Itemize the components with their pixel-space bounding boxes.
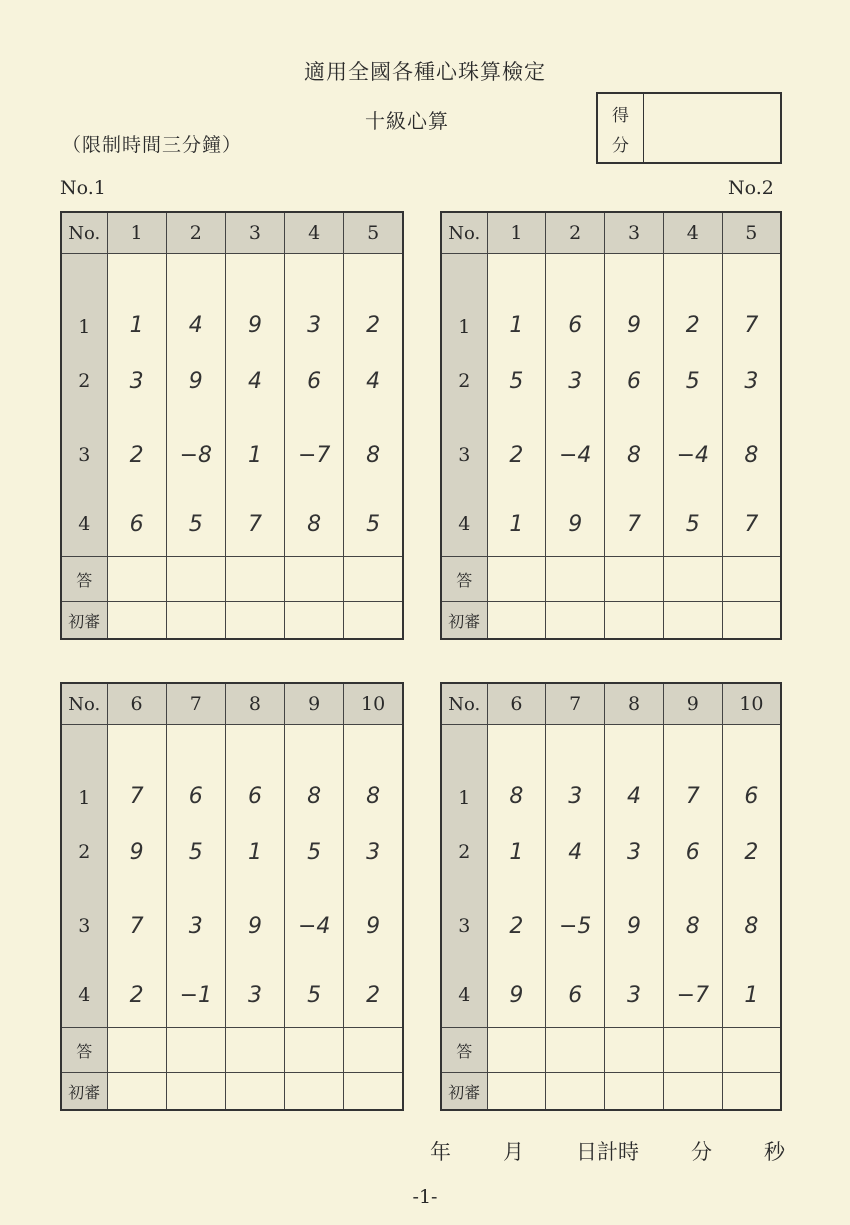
column-number: 10 xyxy=(722,683,781,725)
problem-digit: 6 xyxy=(166,725,225,816)
table-row xyxy=(61,889,403,963)
table-row xyxy=(441,815,781,889)
problem-digit: 8 xyxy=(487,725,546,816)
check-cell[interactable] xyxy=(546,602,605,640)
answer-cell[interactable] xyxy=(166,1028,225,1073)
problem-digit: 5 xyxy=(663,492,722,557)
problem-digit: 3 xyxy=(722,344,781,418)
problem-digit: 5 xyxy=(166,492,225,557)
problem-digit: 3 xyxy=(605,815,664,889)
problem-digit: 4 xyxy=(166,254,225,345)
page-subtitle: 十級心算 xyxy=(365,109,449,133)
column-number: 4 xyxy=(285,212,344,254)
header-row xyxy=(61,683,403,725)
row-number: 2 xyxy=(441,815,487,889)
answer-cell[interactable] xyxy=(663,557,722,602)
answer-cell[interactable] xyxy=(605,557,664,602)
problem-digit: 2 xyxy=(344,254,403,345)
problem-digit: 7 xyxy=(722,254,781,345)
problem-digit: 7 xyxy=(605,492,664,557)
row-number: 1 xyxy=(61,254,107,345)
row-number: 1 xyxy=(441,725,487,816)
table-row xyxy=(61,344,403,418)
problem-digit: 9 xyxy=(344,889,403,963)
check-cell[interactable] xyxy=(722,1073,781,1111)
problem-digit: 3 xyxy=(546,344,605,418)
column-number: 6 xyxy=(107,683,166,725)
answer-cell[interactable] xyxy=(605,1028,664,1073)
problem-table xyxy=(60,682,404,1111)
check-label: 初審 xyxy=(441,1073,487,1111)
answer-cell[interactable] xyxy=(663,1028,722,1073)
table-row xyxy=(441,492,781,557)
set-label-no1: No.1 xyxy=(60,177,106,199)
problem-digit: −1 xyxy=(166,963,225,1028)
problem-digit: 1 xyxy=(487,815,546,889)
check-row xyxy=(441,1073,781,1111)
problem-digit: 9 xyxy=(605,254,664,345)
table-row xyxy=(441,725,781,816)
problem-digit: 9 xyxy=(225,254,284,345)
problem-digit: 8 xyxy=(722,418,781,492)
problem-digit: 2 xyxy=(663,254,722,345)
row-number: 4 xyxy=(441,963,487,1028)
table-row xyxy=(441,254,781,345)
column-number: 7 xyxy=(166,683,225,725)
answer-row xyxy=(61,1028,403,1073)
check-cell[interactable] xyxy=(285,602,344,640)
check-label: 初審 xyxy=(61,602,107,640)
set-label-no2: No.2 xyxy=(728,177,774,199)
check-label: 初審 xyxy=(441,602,487,640)
check-cell[interactable] xyxy=(344,1073,403,1111)
column-number: 6 xyxy=(487,683,546,725)
check-cell[interactable] xyxy=(285,1073,344,1111)
problem-digit: 8 xyxy=(722,889,781,963)
column-number: 8 xyxy=(605,683,664,725)
answer-cell[interactable] xyxy=(344,557,403,602)
answer-cell[interactable] xyxy=(225,557,284,602)
answer-label: 答 xyxy=(61,1028,107,1073)
problem-digit: 6 xyxy=(663,815,722,889)
page-number: -1- xyxy=(412,1186,438,1208)
column-number: 9 xyxy=(663,683,722,725)
problem-digit: 7 xyxy=(722,492,781,557)
no-header-cell: No. xyxy=(61,212,107,254)
column-number: 1 xyxy=(487,212,546,254)
column-number: 5 xyxy=(344,212,403,254)
check-cell[interactable] xyxy=(663,602,722,640)
header-row xyxy=(61,212,403,254)
column-number: 2 xyxy=(166,212,225,254)
column-number: 7 xyxy=(546,683,605,725)
table-row xyxy=(61,725,403,816)
problem-digit: 4 xyxy=(344,344,403,418)
row-number: 3 xyxy=(61,889,107,963)
problem-digit: 3 xyxy=(344,815,403,889)
answer-row xyxy=(61,557,403,602)
problem-digit: 2 xyxy=(344,963,403,1028)
check-cell[interactable] xyxy=(166,602,225,640)
check-cell[interactable] xyxy=(663,1073,722,1111)
check-row xyxy=(61,1073,403,1111)
problem-digit: 8 xyxy=(605,418,664,492)
footer-month: 月 xyxy=(503,1140,524,1164)
timing-footer xyxy=(430,1136,785,1166)
problem-digit: 3 xyxy=(107,344,166,418)
problem-digit: 8 xyxy=(285,492,344,557)
row-number: 2 xyxy=(61,815,107,889)
problem-digit: −4 xyxy=(546,418,605,492)
table-row xyxy=(61,815,403,889)
problem-digit: 1 xyxy=(722,963,781,1028)
score-value-field[interactable] xyxy=(644,94,780,162)
score-label-char-1: 得 xyxy=(612,105,629,126)
row-number: 4 xyxy=(61,963,107,1028)
answer-cell[interactable] xyxy=(487,1028,546,1073)
problem-digit: −8 xyxy=(166,418,225,492)
check-cell[interactable] xyxy=(546,1073,605,1111)
page-title: 適用全國各種心珠算檢定 xyxy=(304,60,546,84)
row-number: 3 xyxy=(441,889,487,963)
problem-digit: 5 xyxy=(285,963,344,1028)
column-number: 1 xyxy=(107,212,166,254)
problem-digit: 7 xyxy=(225,492,284,557)
check-cell[interactable] xyxy=(487,1073,546,1111)
footer-year: 年 xyxy=(430,1140,451,1164)
problem-digit: 6 xyxy=(546,254,605,345)
problem-digit: 5 xyxy=(166,815,225,889)
answer-cell[interactable] xyxy=(285,1028,344,1073)
problem-digit: 1 xyxy=(225,815,284,889)
score-label-char-2: 分 xyxy=(612,135,629,156)
problem-digit: 3 xyxy=(546,725,605,816)
check-cell[interactable] xyxy=(225,1073,284,1111)
row-number: 1 xyxy=(61,725,107,816)
problem-digit: 2 xyxy=(487,418,546,492)
table-row xyxy=(61,418,403,492)
column-number: 8 xyxy=(225,683,284,725)
problem-digit: 6 xyxy=(546,963,605,1028)
row-number: 2 xyxy=(61,344,107,418)
check-cell[interactable] xyxy=(605,1073,664,1111)
problem-digit: 6 xyxy=(285,344,344,418)
table-row xyxy=(441,889,781,963)
answer-cell[interactable] xyxy=(546,1028,605,1073)
problem-table xyxy=(440,682,782,1111)
problem-digit: −7 xyxy=(285,418,344,492)
column-number: 5 xyxy=(722,212,781,254)
column-number: 3 xyxy=(225,212,284,254)
check-row xyxy=(441,602,781,640)
problem-digit: 3 xyxy=(285,254,344,345)
header-row xyxy=(441,683,781,725)
problem-digit: 8 xyxy=(663,889,722,963)
row-number: 2 xyxy=(441,344,487,418)
problem-digit: 4 xyxy=(605,725,664,816)
column-number: 3 xyxy=(605,212,664,254)
check-cell[interactable] xyxy=(605,602,664,640)
table-row xyxy=(61,254,403,345)
problem-digit: 9 xyxy=(605,889,664,963)
answer-row xyxy=(441,557,781,602)
footer-second: 秒 xyxy=(764,1140,785,1164)
row-number: 1 xyxy=(441,254,487,345)
problem-table xyxy=(60,211,404,640)
problem-digit: 6 xyxy=(605,344,664,418)
problem-digit: 2 xyxy=(107,418,166,492)
row-number: 3 xyxy=(61,418,107,492)
problem-digit: 4 xyxy=(225,344,284,418)
problem-digit: 9 xyxy=(225,889,284,963)
answer-cell[interactable] xyxy=(487,557,546,602)
answer-cell[interactable] xyxy=(344,1028,403,1073)
no-header-cell: No. xyxy=(441,212,487,254)
problem-digit: 1 xyxy=(107,254,166,345)
problem-digit: 6 xyxy=(225,725,284,816)
check-cell[interactable] xyxy=(344,602,403,640)
problem-digit: 5 xyxy=(344,492,403,557)
no-header-cell: No. xyxy=(441,683,487,725)
check-label: 初審 xyxy=(61,1073,107,1111)
problem-digit: 3 xyxy=(166,889,225,963)
problem-digit: 6 xyxy=(107,492,166,557)
answer-cell[interactable] xyxy=(285,557,344,602)
problem-digit: 8 xyxy=(285,725,344,816)
check-cell[interactable] xyxy=(225,602,284,640)
problem-digit: 2 xyxy=(487,889,546,963)
problem-digit: −5 xyxy=(546,889,605,963)
problem-digit: 1 xyxy=(487,492,546,557)
check-cell[interactable] xyxy=(107,1073,166,1111)
table-row xyxy=(61,963,403,1028)
problem-digit: 1 xyxy=(487,254,546,345)
answer-cell[interactable] xyxy=(546,557,605,602)
table-row xyxy=(441,344,781,418)
problem-digit: 2 xyxy=(107,963,166,1028)
answer-cell[interactable] xyxy=(107,1028,166,1073)
problem-digit: −4 xyxy=(663,418,722,492)
answer-cell[interactable] xyxy=(166,557,225,602)
column-number: 9 xyxy=(285,683,344,725)
footer-day-timing: 日計時 xyxy=(576,1140,639,1164)
problem-digit: 1 xyxy=(225,418,284,492)
answer-cell[interactable] xyxy=(722,1028,781,1073)
answer-label: 答 xyxy=(61,557,107,602)
problem-digit: 9 xyxy=(546,492,605,557)
column-number: 10 xyxy=(344,683,403,725)
problem-digit: 9 xyxy=(107,815,166,889)
problem-digit: 8 xyxy=(344,725,403,816)
problem-digit: 8 xyxy=(344,418,403,492)
problem-digit: 3 xyxy=(225,963,284,1028)
problem-digit: 9 xyxy=(166,344,225,418)
answer-label: 答 xyxy=(441,1028,487,1073)
problem-digit: 5 xyxy=(487,344,546,418)
problem-digit: −7 xyxy=(663,963,722,1028)
answer-row xyxy=(441,1028,781,1073)
problem-table xyxy=(440,211,782,640)
check-row xyxy=(61,602,403,640)
table-row xyxy=(441,418,781,492)
problem-digit: 6 xyxy=(722,725,781,816)
problem-digit: 4 xyxy=(546,815,605,889)
column-number: 2 xyxy=(546,212,605,254)
problem-digit: 5 xyxy=(663,344,722,418)
check-cell[interactable] xyxy=(722,602,781,640)
answer-cell[interactable] xyxy=(107,557,166,602)
score-box xyxy=(596,92,782,164)
check-cell[interactable] xyxy=(166,1073,225,1111)
no-header-cell: No. xyxy=(61,683,107,725)
problem-digit: 5 xyxy=(285,815,344,889)
time-limit-note: （限制時間三分鐘） xyxy=(62,134,243,156)
problem-digit: 3 xyxy=(605,963,664,1028)
problem-digit: 9 xyxy=(487,963,546,1028)
problem-digit: −4 xyxy=(285,889,344,963)
check-cell[interactable] xyxy=(107,602,166,640)
column-number: 4 xyxy=(663,212,722,254)
header-row xyxy=(441,212,781,254)
answer-label: 答 xyxy=(441,557,487,602)
problem-digit: 2 xyxy=(722,815,781,889)
table-row xyxy=(441,963,781,1028)
score-label xyxy=(598,94,644,162)
check-cell[interactable] xyxy=(487,602,546,640)
answer-cell[interactable] xyxy=(722,557,781,602)
answer-cell[interactable] xyxy=(225,1028,284,1073)
table-row xyxy=(61,492,403,557)
problem-digit: 7 xyxy=(107,889,166,963)
row-number: 3 xyxy=(441,418,487,492)
row-number: 4 xyxy=(441,492,487,557)
problem-digit: 7 xyxy=(107,725,166,816)
problem-digit: 7 xyxy=(663,725,722,816)
footer-minute: 分 xyxy=(691,1140,712,1164)
row-number: 4 xyxy=(61,492,107,557)
